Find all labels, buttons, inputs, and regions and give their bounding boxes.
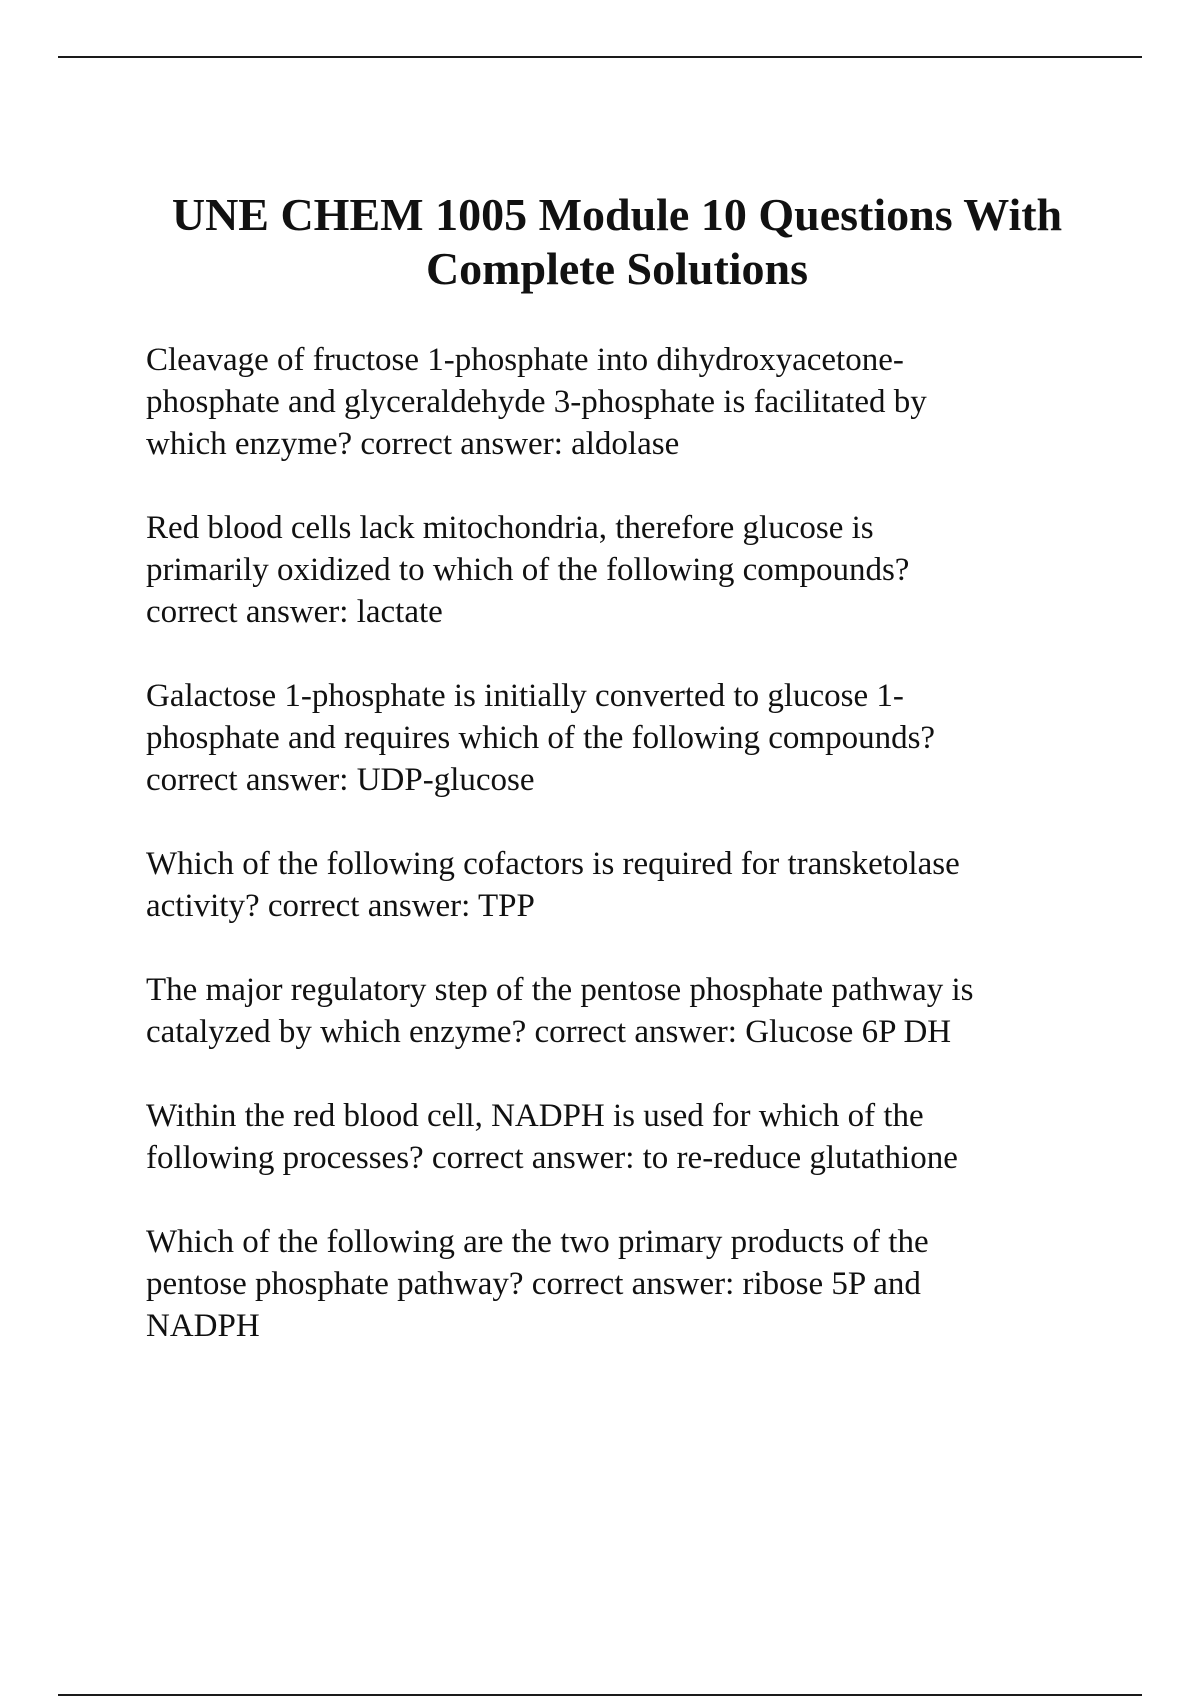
question-item-5 — [146, 969, 1146, 1053]
question-line: catalyzed by which enzyme? correct answer: Glucose 6P DH — [146, 1014, 952, 1050]
question-line: Red blood cells lack mitochondria, therefore glucose is — [146, 510, 874, 546]
question-item-2 — [146, 507, 1146, 633]
question-line: The major regulatory step of the pentose phosphate pathway is — [146, 972, 974, 1008]
question-item-6 — [146, 1095, 1146, 1179]
question-item-4 — [146, 843, 1146, 927]
question-item-3 — [146, 675, 1146, 801]
question-line: activity? correct answer: TPP — [146, 888, 535, 924]
header-rule — [58, 56, 1142, 58]
question-line: phosphate and glyceraldehyde 3-phosphate is facilitated by — [146, 384, 927, 420]
question-list — [146, 339, 1146, 1389]
question-line: Cleavage of fructose 1-phosphate into dihydroxyacetone- — [146, 342, 904, 378]
question-line: NADPH — [146, 1308, 260, 1344]
question-line: correct answer: lactate — [146, 594, 443, 630]
document-title — [58, 188, 1176, 296]
question-item-7 — [146, 1221, 1146, 1347]
question-item-1 — [146, 339, 1146, 465]
question-line: correct answer: UDP-glucose — [146, 762, 535, 798]
question-line: Galactose 1-phosphate is initially converted to glucose 1- — [146, 678, 904, 714]
question-line: pentose phosphate pathway? correct answer: ribose 5P and — [146, 1266, 921, 1302]
question-line: phosphate and requires which of the following compounds? — [146, 720, 936, 756]
question-line: Within the red blood cell, NADPH is used for which of the — [146, 1098, 924, 1134]
footer-rule — [58, 1694, 1142, 1696]
title-line: Complete Solutions — [425, 243, 809, 294]
question-line: primarily oxidized to which of the following compounds? — [146, 552, 910, 588]
question-line: following processes? correct answer: to re-reduce glutathione — [146, 1140, 958, 1176]
question-line: which enzyme? correct answer: aldolase — [146, 426, 680, 462]
question-line: Which of the following cofactors is required for transketolase — [146, 846, 960, 882]
title-line: UNE CHEM 1005 Module 10 Questions With — [171, 189, 1063, 240]
question-line: Which of the following are the two primary products of the — [146, 1224, 929, 1260]
